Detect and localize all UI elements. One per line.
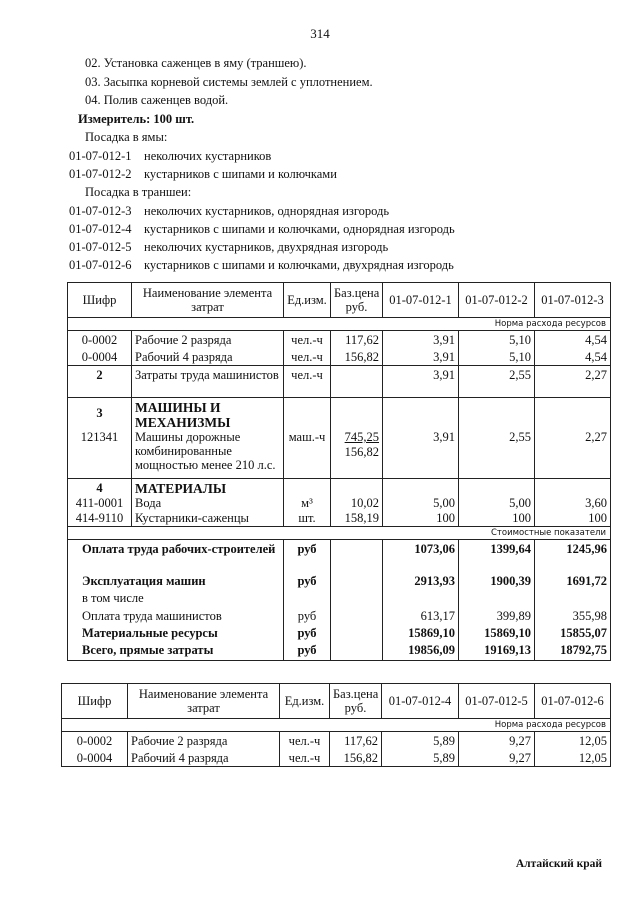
cell-unit: чел.-ч [284,348,331,366]
header-unit: Ед.изм. [284,283,331,318]
cell-unit: шт. [284,511,331,527]
cell-value [459,398,535,431]
cell-unit: маш.-ч [284,430,331,478]
header-col-3: 01-07-012-3 [535,283,611,318]
cell-name: Рабочий 4 разряда [132,348,284,366]
table-row [68,511,611,527]
cell-value: 100 [459,511,535,527]
header-name: Наименование элемента затрат [128,684,280,719]
table-row [62,732,611,750]
cell-value: 5,10 [459,331,535,349]
cost-value: 1245,96 [535,539,611,571]
cost-value: 355,98 [535,606,611,624]
cell-name: Рабочие 2 разряда [128,732,280,750]
group-title: Посадка в траншеи: [85,185,192,199]
section-title: МАШИНЫ И МЕХАНИЗМЫ [132,398,284,431]
cell-price [331,589,383,606]
cell-code: 0-0002 [62,732,128,750]
cost-label: Стоимостные показатели [68,526,611,539]
cell-price [331,366,383,398]
item-text: кустарников с шипами и колючками [144,167,337,181]
header-name: Наименование элемента затрат [132,283,284,318]
table-row [62,749,611,767]
cell-unit: чел.-ч [280,749,330,767]
group-title: Посадка в ямы: [85,130,168,144]
table-row [68,366,611,398]
measure-unit: Измеритель: 100 шт. [78,112,195,126]
cell-value: 3,91 [383,366,459,398]
cell-value: 5,00 [383,496,459,511]
item-text: неколючих кустарников, двухрядная изгородь [144,240,389,254]
table-row [68,496,611,511]
price-underlined: 745,25 [344,430,379,444]
cell-price: 158,19 [331,511,383,527]
norm-label: Норма расхода ресурсов [68,318,611,331]
table-row [68,430,611,478]
cell-value [535,398,611,431]
table-header [62,684,611,719]
cell-value: 2,27 [535,430,611,478]
resource-table-1 [67,282,611,661]
cell-unit: чел.-ч [284,366,331,398]
cost-value: 19169,13 [459,641,535,661]
list-item [0,167,640,185]
cell-price [331,478,383,496]
cell-name: Рабочие 2 разряда [132,331,284,349]
cell-code: 3 [68,398,132,431]
cell-value: 5,00 [459,496,535,511]
cell-name: Машины дорожные комбинированные мощностью менее 210 л.с. [132,430,284,478]
cost-row [68,641,611,661]
cell-value: 3,91 [383,331,459,349]
header-shifr: Шифр [68,283,132,318]
cost-row [68,606,611,624]
cost-value: 19856,09 [383,641,459,661]
cost-row [68,539,611,571]
table-row [68,348,611,366]
cost-unit: руб [284,571,331,589]
item-text: кустарников с шипами и колючками, однорядная изгородь [144,222,455,236]
cell-price [331,398,383,431]
cost-unit: руб [284,624,331,641]
cost-unit [284,589,331,606]
cell-value: 4,54 [535,331,611,349]
cell-value: 2,55 [459,366,535,398]
cell-price: 10,02 [331,496,383,511]
list-item [0,222,640,240]
header-shifr: Шифр [62,684,128,719]
item-code: 01-07-012-5 [69,240,132,254]
cost-value: 18792,75 [535,641,611,661]
cell-price: 156,82 [330,749,382,767]
cost-value: 1073,06 [383,539,459,571]
header-price: Баз.цена руб. [330,684,382,719]
cell-value: 3,91 [383,430,459,478]
cell-price [331,430,383,478]
cost-value [383,589,459,606]
header-unit: Ед.изм. [280,684,330,719]
header-col-3: 01-07-012-6 [535,684,611,719]
cell-code: 121341 [68,430,132,478]
cell-price: 117,62 [330,732,382,750]
section-title: МАТЕРИАЛЫ [132,478,284,496]
cell-unit: м³ [284,496,331,511]
cell-code: 414-9110 [68,511,132,527]
cell-unit: чел.-ч [284,331,331,349]
cell-price [331,641,383,661]
header-col-1: 01-07-012-4 [382,684,459,719]
cell-value: 4,54 [535,348,611,366]
cell-price [331,539,383,571]
list-item [0,240,640,258]
cell-name: Рабочий 4 разряда [128,749,280,767]
table-header [68,283,611,318]
cell-price [331,606,383,624]
page-number: 314 [310,26,330,41]
item-code: 01-07-012-4 [69,222,132,236]
cell-value: 3,91 [383,348,459,366]
cost-value: 613,17 [383,606,459,624]
cost-unit: руб [284,606,331,624]
cost-row [68,571,611,589]
header-price: Баз.цена руб. [331,283,383,318]
list-item [0,204,640,222]
item-text: неколючих кустарников [144,149,272,163]
item-text: неколючих кустарников, однорядная изгородь [144,204,390,218]
cell-value: 12,05 [535,732,611,750]
cell-value [535,478,611,496]
cell-unit [284,398,331,431]
item-code: 01-07-012-1 [69,149,132,163]
cell-value: 5,89 [382,749,459,767]
cell-value [383,478,459,496]
cost-value: 1900,39 [459,571,535,589]
cell-code: 411-0001 [68,496,132,511]
cell-value: 2,27 [535,366,611,398]
step-item: 03. Засыпка корневой системы землей с уплотнением. [85,75,373,89]
cell-value: 3,60 [535,496,611,511]
norm-label: Норма расхода ресурсов [62,719,611,732]
cell-unit: чел.-ч [280,732,330,750]
step-item: 02. Установка саженцев в яму (траншею). [85,56,307,70]
item-text: кустарников с шипами и колючками, двухрядная изгородь [144,258,454,272]
cell-code: 2 [68,366,132,398]
cell-price: 117,62 [331,331,383,349]
header-col-1: 01-07-012-1 [383,283,459,318]
cell-value: 9,27 [459,732,535,750]
cost-unit: руб [284,539,331,571]
cell-value [459,478,535,496]
cost-name: Всего, прямые затраты [68,641,284,661]
table-row [68,398,611,431]
cost-row [68,624,611,641]
cell-name: Кустарники-саженцы [132,511,284,527]
cell-value [383,398,459,431]
cell-unit [284,478,331,496]
header-col-2: 01-07-012-2 [459,283,535,318]
cost-value [535,589,611,606]
item-code: 01-07-012-3 [69,204,132,218]
cost-value: 15855,07 [535,624,611,641]
cell-value: 12,05 [535,749,611,767]
cell-price [331,571,383,589]
cost-unit: руб [284,641,331,661]
cost-name: Оплата труда машинистов [68,606,284,624]
cell-code: 4 [68,478,132,496]
step-item: 04. Полив саженцев водой. [85,93,229,107]
price-second: 156,82 [344,445,379,459]
cell-value: 2,55 [459,430,535,478]
cost-name: Эксплуатация машин [68,571,284,589]
header-col-2: 01-07-012-5 [459,684,535,719]
cost-value: 15869,10 [459,624,535,641]
cell-name: Затраты труда машинистов [132,366,284,398]
table-row [68,478,611,496]
cost-value: 1691,72 [535,571,611,589]
cost-value [459,589,535,606]
cell-price: 156,82 [331,348,383,366]
cell-name: Вода [132,496,284,511]
region-footer: Алтайский край [515,858,602,870]
cost-name: Оплата труда рабочих-строителей [68,539,284,571]
cost-row [68,589,611,606]
cell-value: 5,10 [459,348,535,366]
list-item [0,149,640,167]
cost-name: Материальные ресурсы [68,624,284,641]
cell-value: 100 [535,511,611,527]
cost-value: 2913,93 [383,571,459,589]
item-code: 01-07-012-2 [69,167,132,181]
cost-value: 399,89 [459,606,535,624]
list-item [0,258,640,276]
cell-code: 0-0004 [62,749,128,767]
table-row [68,331,611,349]
resource-table-2 [61,683,611,767]
cell-value: 100 [383,511,459,527]
cell-code: 0-0004 [68,348,132,366]
item-code: 01-07-012-6 [69,258,132,272]
cell-price [331,624,383,641]
cost-name: в том числе [68,589,284,606]
cost-value: 1399,64 [459,539,535,571]
cell-code: 0-0002 [68,331,132,349]
cost-value: 15869,10 [383,624,459,641]
cell-value: 9,27 [459,749,535,767]
cell-value: 5,89 [382,732,459,750]
